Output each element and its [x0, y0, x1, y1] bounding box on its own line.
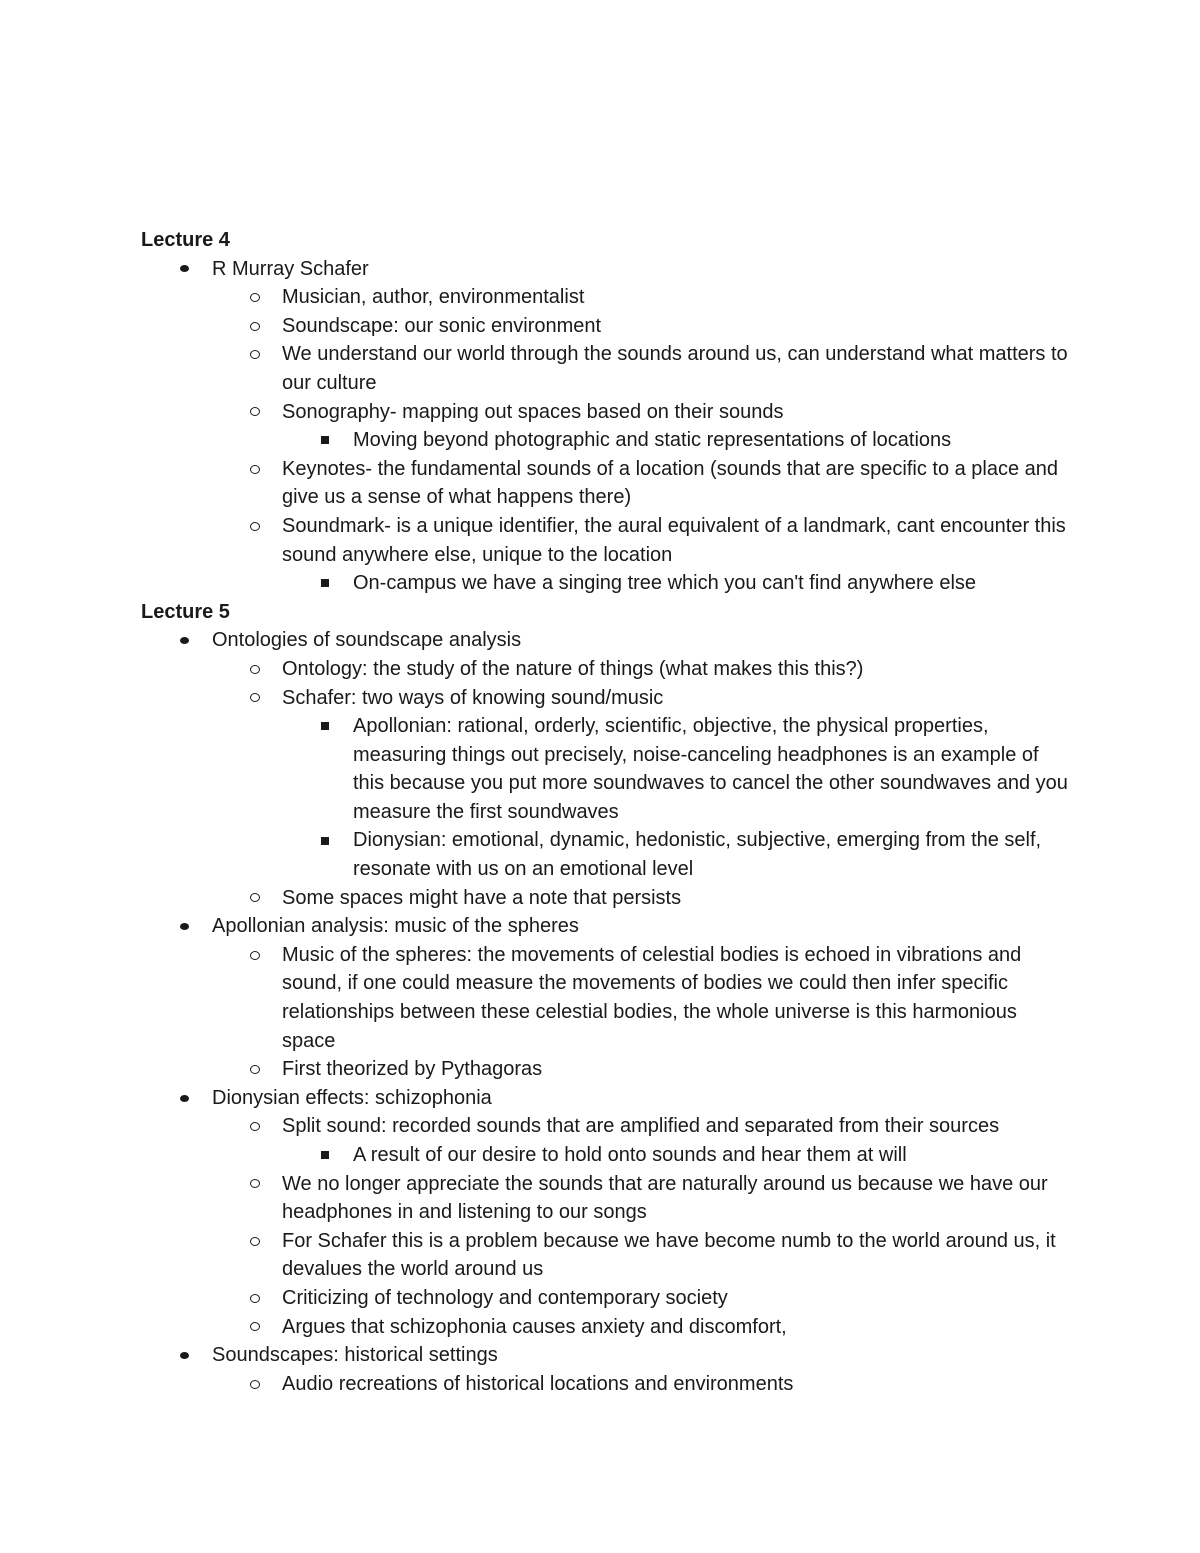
list-item-level-2: [141, 312, 1081, 341]
list-item-text: Split sound: recorded sounds that are amplified and separated from their sources: [282, 1115, 1000, 1138]
circle-bullet-icon: [247, 512, 263, 541]
disc-bullet-icon: [176, 1341, 192, 1370]
list-item-text: Soundscape: our sonic environment: [282, 314, 602, 337]
square-bullet-icon: [317, 712, 333, 741]
list-item-text: R Murray Schafer: [212, 257, 369, 280]
circle-bullet-icon: [247, 684, 263, 713]
circle-bullet-icon: [247, 455, 263, 484]
list-item-level-2: [141, 512, 1081, 569]
list-item-level-3: [141, 826, 1081, 883]
list-item-text: Soundmark- is a unique identifier, the aural equivalent of a landmark, cant encounter this sound anywhere else, unique to the location: [282, 514, 1066, 566]
list-item-level-1: [141, 1341, 1081, 1370]
list-item-level-2: [141, 398, 1081, 427]
list-item-text: Dionysian effects: schizophonia: [212, 1086, 492, 1109]
circle-bullet-icon: [247, 398, 263, 427]
disc-bullet-icon: [176, 255, 192, 284]
square-bullet-icon: [317, 569, 333, 598]
list-item-level-2: [141, 884, 1081, 913]
list-item-level-1: [141, 912, 1081, 941]
square-bullet-icon: [317, 826, 333, 855]
list-item-text: Ontologies of soundscape analysis: [212, 629, 522, 652]
circle-bullet-icon: [247, 312, 263, 341]
list-item-text: Argues that schizophonia causes anxiety and discomfort,: [282, 1315, 787, 1338]
disc-bullet-icon: [176, 912, 192, 941]
circle-bullet-icon: [247, 1284, 263, 1313]
circle-bullet-icon: [247, 1227, 263, 1256]
list-item-level-2: [141, 1112, 1081, 1141]
list-item-text: Some spaces might have a note that persists: [282, 886, 682, 909]
list-item-level-3: [141, 712, 1081, 826]
list-item-level-3: [141, 426, 1081, 455]
circle-bullet-icon: [247, 1112, 263, 1141]
list-item-text: Audio recreations of historical locations and environments: [282, 1372, 794, 1395]
list-item-level-1: [141, 626, 1081, 655]
list-item-level-2: [141, 340, 1081, 397]
circle-bullet-icon: [247, 941, 263, 970]
list-item-level-2: [141, 455, 1081, 512]
list-item-text: We understand our world through the sounds around us, can understand what matters to our culture: [282, 343, 1068, 394]
list-item-text: First theorized by Pythagoras: [282, 1058, 543, 1081]
circle-bullet-icon: [247, 340, 263, 369]
list-item-text: On-campus we have a singing tree which you can't find anywhere else: [353, 572, 977, 595]
circle-bullet-icon: [247, 884, 263, 913]
list-item-text: Schafer: two ways of knowing sound/music: [282, 686, 664, 709]
list-item-level-2: [141, 1284, 1081, 1313]
list-item-level-2: [141, 1227, 1081, 1284]
list-item-level-2: [141, 1170, 1081, 1227]
list-item-text: For Schafer this is a problem because we have become numb to the world around us, it devalues the world around us: [282, 1229, 1056, 1281]
circle-bullet-icon: [247, 1170, 263, 1199]
list-item-level-2: [141, 1313, 1081, 1342]
list-item-text: Moving beyond photographic and static representations of locations: [353, 429, 952, 452]
list-item-text: Dionysian: emotional, dynamic, hedonistic, subjective, emerging from the self, resonate with us on an emotional level: [353, 829, 1042, 881]
list-item-text: Criticizing of technology and contemporary society: [282, 1286, 728, 1309]
circle-bullet-icon: [247, 1055, 263, 1084]
list-item-level-2: [141, 283, 1081, 312]
list-item-level-3: [141, 569, 1081, 598]
list-item-text: Sonography- mapping out spaces based on their sounds: [282, 400, 784, 423]
list-item-text: Soundscapes: historical settings: [212, 1344, 498, 1367]
list-item-text: We no longer appreciate the sounds that are naturally around us because we have our headphones in and listening to our songs: [282, 1172, 1048, 1224]
section-heading: Lecture 5: [141, 600, 230, 623]
list-item-level-2: [141, 684, 1081, 713]
disc-bullet-icon: [176, 1084, 192, 1113]
list-item-level-2: [141, 1370, 1081, 1399]
square-bullet-icon: [317, 1141, 333, 1170]
circle-bullet-icon: [247, 1313, 263, 1342]
section-heading: Lecture 4: [141, 229, 230, 251]
list-item-text: Apollonian analysis: music of the spheres: [212, 915, 579, 938]
list-item-text: A result of our desire to hold onto sounds and hear them at will: [353, 1144, 907, 1166]
list-item-level-2: [141, 655, 1081, 684]
list-item-text: Ontology: the study of the nature of things (what makes this this?): [282, 657, 864, 680]
list-item-text: Apollonian: rational, orderly, scientific, objective, the physical properties, measuring things out precisely, noise-canceling headphones is an example of this because you put more soundwaves to cancel the other soundwaves and you measure the first soundwaves: [353, 715, 1068, 823]
circle-bullet-icon: [247, 1370, 263, 1399]
list-item-level-1: [141, 255, 1081, 284]
notes-body: [141, 226, 1081, 1398]
list-item-level-1: [141, 1084, 1081, 1113]
circle-bullet-icon: [247, 283, 263, 312]
circle-bullet-icon: [247, 655, 263, 684]
square-bullet-icon: [317, 426, 333, 455]
list-item-text: Musician, author, environmentalist: [282, 286, 585, 309]
disc-bullet-icon: [176, 626, 192, 655]
list-item-level-3: [141, 1141, 1081, 1170]
list-item-text: Keynotes- the fundamental sounds of a location (sounds that are specific to a place and give us a sense of what happens there): [282, 457, 1059, 509]
list-item-text: Music of the spheres: the movements of celestial bodies is echoed in vibrations and sound, if one could measure the movements of bodies we could then infer specific relationships between these celestial bodies, the whole universe is this harmonious space: [282, 943, 1022, 1052]
list-item-level-2: [141, 1055, 1081, 1084]
list-item-level-2: [141, 941, 1081, 1055]
